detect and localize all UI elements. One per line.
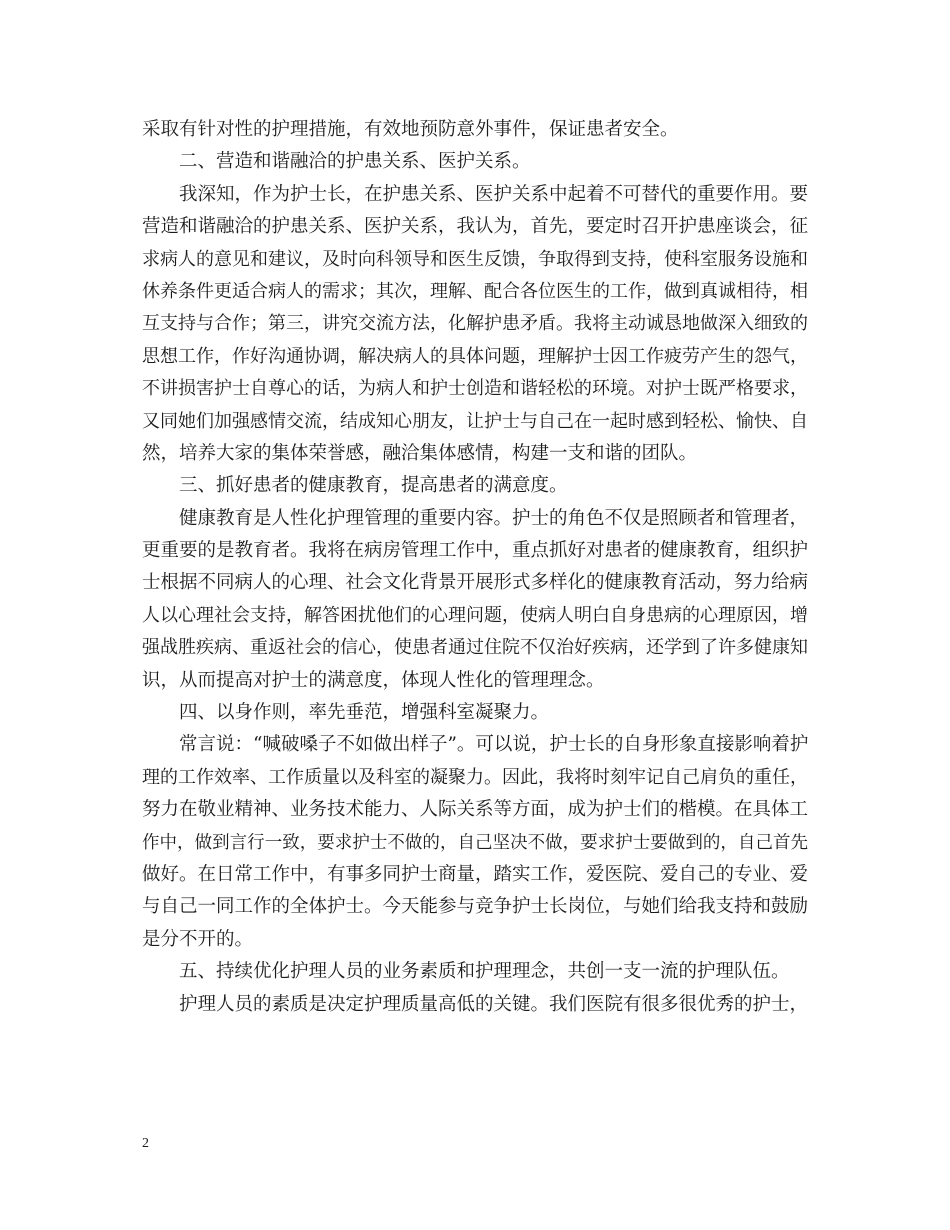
text-line: 是分不开的。 (142, 928, 254, 950)
text-line: 求病人的意见和建议，及时向科领导和医生反馈，争取得到支持，使科室服务设施和 (142, 248, 808, 270)
text-line: 不讲损害护士自尊心的话，为病人和护士创造和谐轻松的环境。对护士既严格要求， (142, 378, 808, 400)
text-line: 强战胜疾病、重返社会的信心，使患者通过住院不仅治好疾病，还学到了许多健康知 (142, 637, 808, 659)
text-line: 人以心理社会支持，解答困扰他们的心理问题，使病人明白自身患病的心理原因，增 (142, 604, 808, 626)
text-line: 我深知，作为护士长，在护患关系、医护关系中起着不可替代的重要作用。要 (179, 183, 809, 205)
text-line: 识，从而提高对护士的满意度，体现人性化的管理理念。 (142, 669, 605, 691)
text-line: 三、抓好患者的健康教育，提高患者的满意度。 (179, 475, 568, 497)
text-line: 四、以身作则，率先垂范，增强科室凝聚力。 (179, 702, 550, 724)
text-line: 又同她们加强感情交流，结成知心朋友，让护士与自己在一起时感到轻松、愉快、自 (142, 410, 808, 432)
text-line: 努力在敬业精神、业务技术能力、人际关系等方面，成为护士们的楷模。在具体工 (142, 799, 809, 821)
text-line: 采取有针对性的护理措施，有效地预防意外事件，保证患者安全。 (142, 119, 679, 140)
text-line: 健康教育是人性化护理管理的重要内容。护士的角色不仅是照顾者和管理者， (179, 507, 809, 529)
document-body (142, 114, 808, 1021)
text-line: 与自己一同工作的全体护士。今天能参与竞争护士长岗位，与她们给我支持和鼓励 (142, 896, 809, 918)
text-line: 做好。在日常工作中，有事多同护士商量，踏实工作，爱医院、爱自己的专业、爱 (142, 863, 809, 885)
text-line: 护理人员的素质是决定护理质量高低的关键。我们医院有很多很优秀的护士， (179, 993, 809, 1015)
text-line: 思想工作，作好沟通协调，解决病人的具体问题，理解护士因工作疲劳产生的怨气， (142, 345, 808, 367)
text-line: 然，培养大家的集体荣誉感，融洽集体感情，构建一支和谐的团队。 (142, 442, 698, 464)
text-line: 互支持与合作；第三，讲究交流方法，化解护患矛盾。我将主动诚恳地做深入细致的 (142, 313, 808, 335)
text-line: 五、持续优化护理人员的业务素质和护理理念，共创一支一流的护理队伍。 (179, 961, 790, 983)
text-line: 常言说：“喊破嗓子不如做出样子”。可以说，护士长的自身形象直接影响着护 (179, 734, 809, 756)
text-line: 休养条件更适合病人的需求；其次，理解、配合各位医生的工作，做到真诚相待，相 (142, 280, 808, 302)
text-line: 士根据不同病人的心理、社会文化背景开展形式多样化的健康教育活动，努力给病 (142, 572, 809, 594)
text-line: 更重要的是教育者。我将在病房管理工作中，重点抓好对患者的健康教育，组织护 (142, 540, 809, 562)
text-line: 作中，做到言行一致，要求护士不做的，自己坚决不做，要求护士要做到的，自己首先 (142, 832, 808, 853)
text-line: 理的工作效率、工作质量以及科室的凝聚力。因此，我将时刻牢记自己肩负的重任， (142, 766, 808, 788)
text-line: 营造和谐融洽的护患关系、医护关系，我认为，首先，要定时召开护患座谈会，征 (142, 216, 809, 238)
page-number: 2 (142, 1136, 149, 1151)
text-line: 二、营造和谐融洽的护患关系、医护关系。 (179, 151, 531, 173)
